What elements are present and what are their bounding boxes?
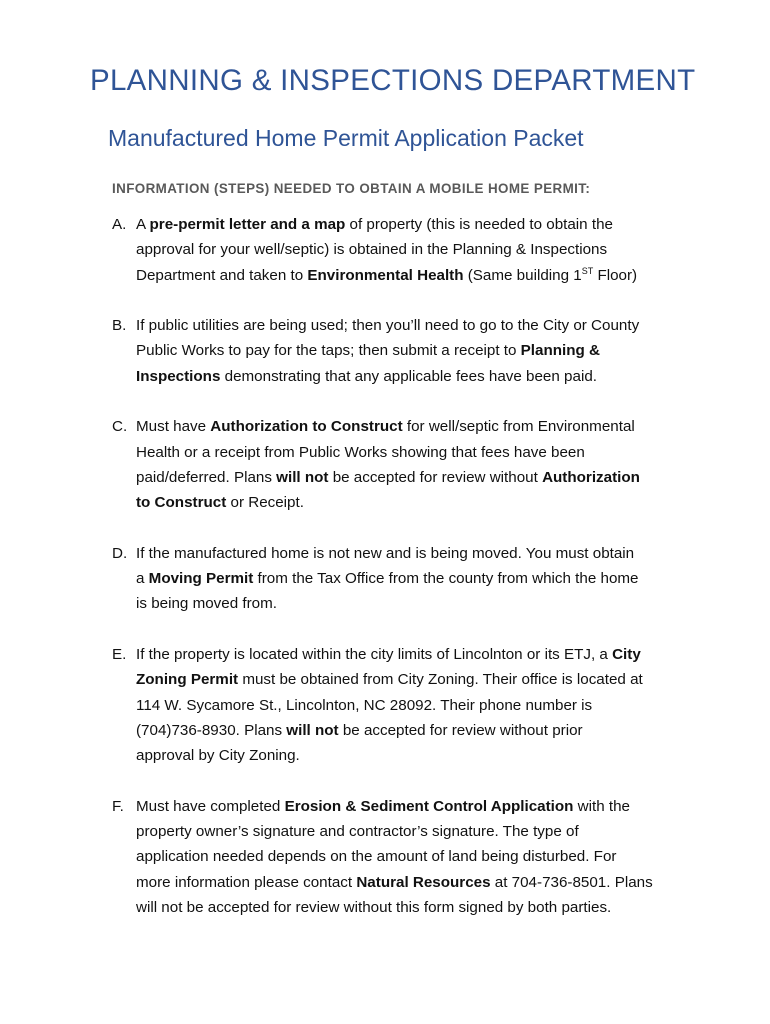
step-line	[136, 819, 692, 844]
step-line	[136, 364, 692, 389]
department-title: PLANNING & INSPECTIONS DEPARTMENT	[90, 64, 696, 97]
step-line	[136, 591, 692, 616]
step-segment: be accepted for review without prior	[338, 721, 583, 739]
step-item	[112, 313, 692, 389]
step-line	[136, 263, 692, 288]
step-segment: If public utilities are being used; then you’ll need to go to the City or County	[136, 317, 640, 335]
step-emphasis: Zoning Permit	[136, 671, 239, 689]
step-text	[136, 541, 692, 617]
step-item	[112, 414, 692, 515]
step-line	[136, 541, 692, 566]
step-segment: Must have	[136, 418, 211, 436]
step-item	[112, 541, 692, 617]
step-item	[112, 794, 692, 920]
step-segment: with the	[573, 797, 630, 815]
step-emphasis: to Construct	[136, 494, 227, 512]
step-line	[136, 870, 692, 895]
step-emphasis: Authorization to Construct	[210, 418, 403, 436]
step-line	[136, 313, 692, 338]
step-segment: or Receipt.	[226, 494, 304, 512]
step-segment: demonstrating that any applicable fees have been paid.	[220, 367, 597, 385]
step-segment: of property (this is needed to obtain the	[345, 216, 613, 233]
step-line	[136, 693, 692, 718]
step-line	[136, 465, 692, 490]
step-segment: 114 W. Sycamore St., Lincolnton, NC 28092. Their phone number is	[136, 696, 593, 714]
step-segment: ST	[581, 265, 594, 276]
step-line	[136, 642, 692, 667]
step-line	[136, 667, 692, 692]
step-line	[136, 844, 692, 869]
step-emphasis: Authorization	[542, 468, 640, 486]
step-segment: approval by City Zoning.	[136, 747, 300, 765]
step-emphasis: Natural Resources	[356, 873, 491, 891]
step-letter: C.	[112, 418, 128, 436]
step-text	[136, 794, 692, 920]
step-segment: for well/septic from Environmental	[402, 418, 635, 436]
step-segment: Department and taken to	[136, 266, 308, 284]
step-emphasis: Environmental Health	[307, 266, 464, 284]
step-letter: A.	[112, 216, 127, 233]
step-segment: Must have completed	[136, 797, 285, 815]
step-line	[136, 718, 692, 743]
step-letter: F.	[112, 797, 124, 815]
step-emphasis: Moving Permit	[148, 570, 254, 588]
step-line	[136, 237, 692, 262]
step-segment: (704)736-8930. Plans	[136, 721, 287, 739]
step-item	[112, 642, 692, 768]
step-segment: If the manufactured home is not new and is being moved. You must obtain	[136, 544, 635, 562]
step-letter: B.	[112, 317, 127, 335]
step-line	[136, 212, 692, 237]
step-emphasis: Erosion & Sediment Control Application	[284, 797, 574, 815]
step-segment: approval for your well/septic) is obtained in the Planning & Inspections	[136, 241, 608, 259]
step-text	[136, 414, 692, 515]
step-segment: is being moved from.	[136, 595, 277, 613]
packet-title: Manufactured Home Permit Application Packet	[108, 125, 584, 151]
step-emphasis: will not	[276, 468, 329, 486]
step-segment: application needed depends on the amount of land being disturbed. For	[136, 848, 617, 866]
step-text	[136, 313, 692, 389]
step-emphasis: Planning &	[520, 342, 600, 360]
step-line	[136, 440, 692, 465]
step-segment: from the Tax Office from the county from which the home	[253, 570, 639, 588]
step-segment: a	[136, 570, 149, 588]
info-heading: INFORMATION (STEPS) NEEDED TO OBTAIN A MOBILE HOME PERMIT:	[112, 181, 591, 196]
step-letter: E.	[112, 646, 127, 664]
step-line	[136, 743, 692, 768]
step-line	[136, 338, 692, 363]
step-line	[136, 895, 692, 920]
step-segment: A	[136, 216, 150, 233]
step-segment: Health or a receipt from Public Works showing that fees have been	[136, 443, 585, 461]
step-segment: paid/deferred. Plans	[136, 468, 277, 486]
step-segment: more information please contact	[136, 873, 357, 891]
step-emphasis: pre-permit letter and a map	[149, 216, 346, 233]
step-segment: be accepted for review without	[328, 468, 543, 486]
step-emphasis: City	[612, 646, 641, 664]
step-segment: property owner’s signature and contractor’s signature. The type of	[136, 823, 579, 841]
step-segment: at 704-736-8501. Plans	[490, 873, 653, 891]
step-letter: D.	[112, 544, 128, 562]
step-item	[112, 212, 692, 288]
step-segment: If the property is located within the city limits of Lincolnton or its ETJ, a	[136, 646, 613, 664]
step-text	[136, 212, 692, 288]
step-emphasis: Inspections	[136, 367, 221, 385]
step-emphasis: will not	[286, 721, 339, 739]
step-line	[136, 414, 692, 439]
step-segment: Floor)	[593, 266, 638, 284]
steps-list	[112, 212, 692, 946]
step-segment: Public Works to pay for the taps; then submit a receipt to	[136, 342, 521, 360]
step-text	[136, 642, 692, 768]
step-line	[136, 566, 692, 591]
step-line	[136, 490, 692, 515]
step-segment: (Same building 1	[463, 266, 582, 284]
step-line	[136, 794, 692, 819]
step-segment: must be obtained from City Zoning. Their office is located at	[238, 671, 643, 689]
step-segment: will not be accepted for review without this form signed by both parties.	[136, 899, 612, 917]
